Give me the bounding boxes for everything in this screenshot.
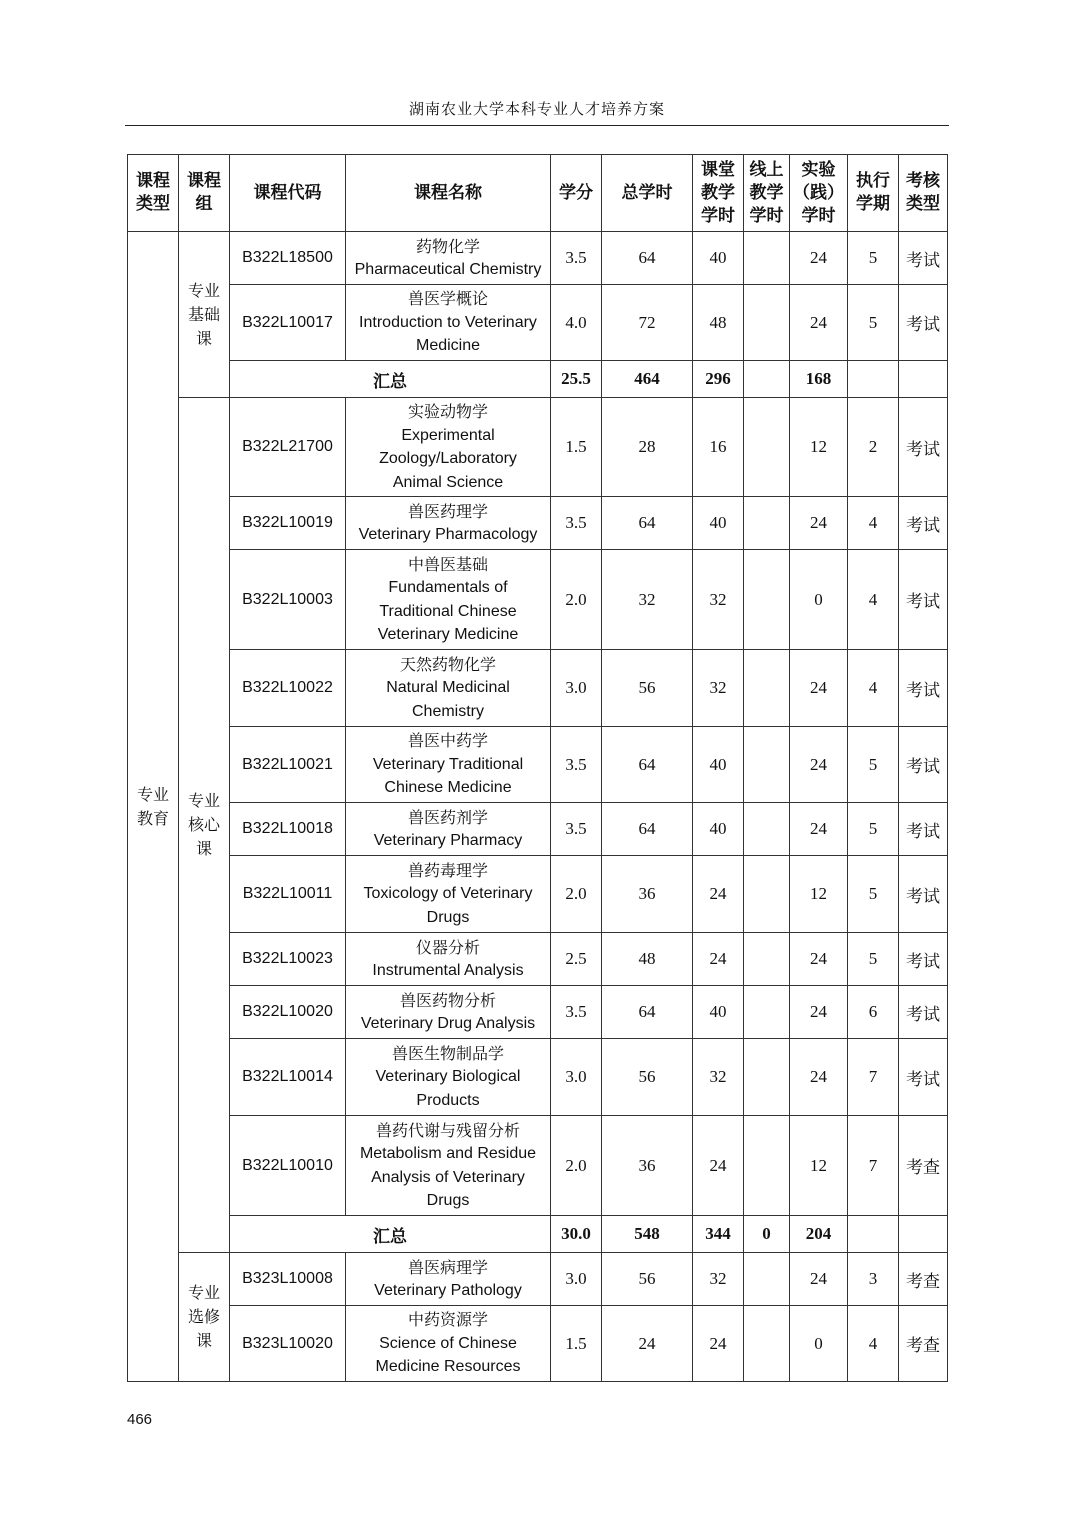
lab-hours: 12 — [790, 398, 848, 497]
term: 4 — [848, 650, 899, 727]
total-hours: 24 — [602, 1306, 693, 1382]
course-name — [346, 727, 551, 803]
course-name-zh: 兽药毒理学 — [407, 860, 488, 880]
course-code: B322L10011 — [230, 856, 346, 933]
course-code: B322L10020 — [230, 986, 346, 1039]
exam-type: 考查 — [899, 1116, 948, 1216]
table-row — [128, 550, 948, 650]
online-hours — [744, 285, 790, 361]
exam-type: 考试 — [899, 398, 948, 497]
lab-hours: 24 — [790, 933, 848, 986]
lab-hours: 0 — [790, 1306, 848, 1382]
class-hours: 24 — [693, 933, 744, 986]
online-hours — [744, 398, 790, 497]
term: 5 — [848, 933, 899, 986]
lab-hours: 24 — [790, 727, 848, 803]
course-credit: 3.5 — [551, 986, 602, 1039]
course-name-zh: 兽医药物分析 — [399, 990, 496, 1010]
online-hours — [744, 803, 790, 856]
lab-hours: 12 — [790, 856, 848, 933]
total-hours: 32 — [602, 550, 693, 650]
course-credit: 3.5 — [551, 497, 602, 550]
summary-credit: 25.5 — [551, 361, 602, 398]
lab-hours: 24 — [790, 650, 848, 727]
course-code: B323L10008 — [230, 1253, 346, 1306]
course-name-en: Veterinary Pharmacology — [358, 526, 538, 543]
course-name-zh: 兽医药剂学 — [407, 807, 488, 827]
category-cell: 专业 教育 — [128, 232, 179, 1382]
class-hours: 32 — [693, 550, 744, 650]
online-hours — [744, 650, 790, 727]
course-name — [346, 1116, 551, 1216]
course-credit: 3.0 — [551, 650, 602, 727]
summary-total: 548 — [602, 1216, 693, 1253]
course-name-en: Experimental Zoology/Laboratory Animal Science — [379, 426, 517, 491]
summary-empty — [848, 1216, 899, 1253]
table-row — [128, 933, 948, 986]
course-table — [127, 154, 948, 1382]
class-hours: 24 — [693, 856, 744, 933]
table-header-row — [128, 155, 948, 232]
term: 6 — [848, 986, 899, 1039]
course-name-zh: 中兽医基础 — [407, 554, 488, 574]
table-row — [128, 497, 948, 550]
column-header: 实验 （践） 学时 — [790, 155, 848, 232]
course-name — [346, 1039, 551, 1116]
exam-type: 考试 — [899, 986, 948, 1039]
course-name — [346, 650, 551, 727]
lab-hours: 12 — [790, 1116, 848, 1216]
course-credit: 3.5 — [551, 803, 602, 856]
summary-empty — [848, 361, 899, 398]
course-name — [346, 803, 551, 856]
group-cell: 专业 核心 课 — [179, 398, 230, 1253]
course-name — [346, 856, 551, 933]
course-name-en: Science of Chinese Medicine Resources — [375, 1334, 521, 1376]
online-hours — [744, 1253, 790, 1306]
summary-online — [744, 361, 790, 398]
term: 5 — [848, 856, 899, 933]
online-hours — [744, 232, 790, 285]
course-code: B322L10018 — [230, 803, 346, 856]
course-name — [346, 550, 551, 650]
course-name-en: Veterinary Traditional Chinese Medicine — [372, 755, 524, 797]
course-name-zh: 兽医药理学 — [407, 501, 488, 521]
total-hours: 64 — [602, 803, 693, 856]
term: 2 — [848, 398, 899, 497]
online-hours — [744, 933, 790, 986]
lab-hours: 24 — [790, 497, 848, 550]
column-header: 总学时 — [602, 155, 693, 232]
course-credit: 1.5 — [551, 398, 602, 497]
lab-hours: 24 — [790, 986, 848, 1039]
exam-type: 考试 — [899, 650, 948, 727]
term: 4 — [848, 1306, 899, 1382]
course-credit: 2.5 — [551, 933, 602, 986]
total-hours: 64 — [602, 727, 693, 803]
summary-class: 296 — [693, 361, 744, 398]
exam-type: 考试 — [899, 550, 948, 650]
column-header: 课程代码 — [230, 155, 346, 232]
term: 4 — [848, 497, 899, 550]
course-name-en: Veterinary Pharmacy — [373, 832, 523, 849]
course-code: B322L18500 — [230, 232, 346, 285]
class-hours: 40 — [693, 986, 744, 1039]
course-name-zh: 兽医生物制品学 — [391, 1043, 504, 1063]
summary-online: 0 — [744, 1216, 790, 1253]
total-hours: 28 — [602, 398, 693, 497]
summary-total: 464 — [602, 361, 693, 398]
class-hours: 40 — [693, 803, 744, 856]
course-name-en: Introduction to Veterinary Medicine — [359, 313, 537, 355]
table-row — [128, 650, 948, 727]
term: 5 — [848, 727, 899, 803]
course-code: B322L10023 — [230, 933, 346, 986]
course-credit: 3.0 — [551, 1253, 602, 1306]
total-hours: 64 — [602, 986, 693, 1039]
table-row — [128, 856, 948, 933]
course-name — [346, 933, 551, 986]
course-code: B322L10003 — [230, 550, 346, 650]
course-code: B322L21700 — [230, 398, 346, 497]
lab-hours: 24 — [790, 285, 848, 361]
exam-type: 考试 — [899, 727, 948, 803]
course-name-en: Pharmaceutical Chemistry — [354, 261, 542, 278]
course-name-zh: 实验动物学 — [407, 402, 488, 421]
term: 4 — [848, 550, 899, 650]
header-rule — [125, 125, 949, 126]
total-hours: 64 — [602, 497, 693, 550]
column-header: 课堂 教学 学时 — [693, 155, 744, 232]
course-code: B322L10010 — [230, 1116, 346, 1216]
class-hours: 48 — [693, 285, 744, 361]
exam-type: 考试 — [899, 232, 948, 285]
summary-row — [128, 1216, 948, 1253]
course-name-zh: 天然药物化学 — [399, 654, 496, 674]
exam-type: 考试 — [899, 933, 948, 986]
class-hours: 40 — [693, 497, 744, 550]
total-hours: 72 — [602, 285, 693, 361]
summary-credit: 30.0 — [551, 1216, 602, 1253]
page-number: 466 — [127, 1411, 153, 1428]
course-name-zh: 兽医中药学 — [407, 731, 488, 751]
course-name — [346, 1306, 551, 1382]
course-credit: 1.5 — [551, 1306, 602, 1382]
page-header-title: 湖南农业大学本科专业人才培养方案 — [408, 100, 665, 118]
column-header: 执行 学期 — [848, 155, 899, 232]
table-row — [128, 1039, 948, 1116]
summary-empty — [899, 361, 948, 398]
class-hours: 40 — [693, 232, 744, 285]
column-header: 线上 教学 学时 — [744, 155, 790, 232]
course-name-en: Natural Medicinal Chemistry — [386, 679, 510, 720]
course-code: B322L10014 — [230, 1039, 346, 1116]
online-hours — [744, 550, 790, 650]
table-row — [128, 285, 948, 361]
class-hours: 40 — [693, 727, 744, 803]
column-header: 考核 类型 — [899, 155, 948, 232]
course-code: B323L10020 — [230, 1306, 346, 1382]
term: 7 — [848, 1039, 899, 1116]
column-header: 学分 — [551, 155, 602, 232]
class-hours: 32 — [693, 1253, 744, 1306]
table-row — [128, 398, 948, 497]
course-name — [346, 398, 551, 497]
table-row — [128, 986, 948, 1039]
table-row — [128, 1116, 948, 1216]
course-code: B322L10021 — [230, 727, 346, 803]
total-hours: 36 — [602, 1116, 693, 1216]
class-hours: 24 — [693, 1306, 744, 1382]
lab-hours: 24 — [790, 1039, 848, 1116]
exam-type: 考试 — [899, 803, 948, 856]
course-credit: 3.5 — [551, 232, 602, 285]
table-row — [128, 1306, 948, 1382]
course-credit: 2.0 — [551, 550, 602, 650]
table-row — [128, 727, 948, 803]
class-hours: 24 — [693, 1116, 744, 1216]
course-name-en: Metabolism and Residue Analysis of Veterinary Drugs — [359, 1145, 537, 1209]
summary-lab: 204 — [790, 1216, 848, 1253]
lab-hours: 24 — [790, 232, 848, 285]
course-name-en: Veterinary Drug Analysis — [360, 1015, 536, 1032]
term: 5 — [848, 285, 899, 361]
course-code: B322L10022 — [230, 650, 346, 727]
group-cell: 专业 基础 课 — [179, 232, 230, 398]
course-code: B322L10017 — [230, 285, 346, 361]
course-credit: 2.0 — [551, 1116, 602, 1216]
table-row — [128, 1253, 948, 1306]
online-hours — [744, 497, 790, 550]
course-credit: 2.0 — [551, 856, 602, 933]
online-hours — [744, 1306, 790, 1382]
online-hours — [744, 1116, 790, 1216]
summary-label: 汇总 — [230, 1216, 551, 1253]
course-name-zh: 兽医病理学 — [407, 1257, 488, 1277]
total-hours: 56 — [602, 650, 693, 727]
total-hours: 36 — [602, 856, 693, 933]
course-name-en: Instrumental Analysis — [372, 962, 524, 979]
course-name-zh: 药物化学 — [415, 236, 480, 256]
exam-type: 考试 — [899, 285, 948, 361]
table-row — [128, 232, 948, 285]
column-header: 课程 组 — [179, 155, 230, 232]
course-name-zh: 中药资源学 — [407, 1310, 488, 1330]
total-hours: 48 — [602, 933, 693, 986]
total-hours: 64 — [602, 232, 693, 285]
course-code: B322L10019 — [230, 497, 346, 550]
summary-lab: 168 — [790, 361, 848, 398]
class-hours: 16 — [693, 398, 744, 497]
course-credit: 3.0 — [551, 1039, 602, 1116]
term: 3 — [848, 1253, 899, 1306]
lab-hours: 0 — [790, 550, 848, 650]
term: 5 — [848, 803, 899, 856]
group-cell: 专业 选修 课 — [179, 1253, 230, 1382]
column-header: 课程 类型 — [128, 155, 179, 232]
total-hours: 56 — [602, 1039, 693, 1116]
exam-type: 考查 — [899, 1253, 948, 1306]
online-hours — [744, 727, 790, 803]
course-name — [346, 232, 551, 285]
course-name — [346, 1253, 551, 1306]
course-name-en: Fundamentals of Traditional Chinese Veterinary Medicine — [377, 579, 519, 643]
summary-class: 344 — [693, 1216, 744, 1253]
online-hours — [744, 986, 790, 1039]
course-name — [346, 986, 551, 1039]
summary-label: 汇总 — [230, 361, 551, 398]
class-hours: 32 — [693, 650, 744, 727]
course-name-zh: 兽药代谢与残留分析 — [375, 1120, 520, 1140]
course-name-en: Toxicology of Veterinary Drugs — [363, 885, 533, 926]
course-name-zh: 兽医学概论 — [407, 289, 488, 309]
table-row — [128, 803, 948, 856]
term: 7 — [848, 1116, 899, 1216]
exam-type: 考试 — [899, 497, 948, 550]
exam-type: 考查 — [899, 1306, 948, 1382]
class-hours: 32 — [693, 1039, 744, 1116]
course-credit: 3.5 — [551, 727, 602, 803]
summary-empty — [899, 1216, 948, 1253]
lab-hours: 24 — [790, 803, 848, 856]
online-hours — [744, 856, 790, 933]
course-name — [346, 285, 551, 361]
course-name-en: Veterinary Pathology — [374, 1282, 522, 1299]
course-name — [346, 497, 551, 550]
course-name-zh: 仪器分析 — [415, 937, 480, 957]
term: 5 — [848, 232, 899, 285]
online-hours — [744, 1039, 790, 1116]
course-credit: 4.0 — [551, 285, 602, 361]
lab-hours: 24 — [790, 1253, 848, 1306]
total-hours: 56 — [602, 1253, 693, 1306]
course-name-en: Veterinary Biological Products — [375, 1068, 521, 1109]
exam-type: 考试 — [899, 856, 948, 933]
exam-type: 考试 — [899, 1039, 948, 1116]
summary-row — [128, 361, 948, 398]
column-header: 课程名称 — [346, 155, 551, 232]
